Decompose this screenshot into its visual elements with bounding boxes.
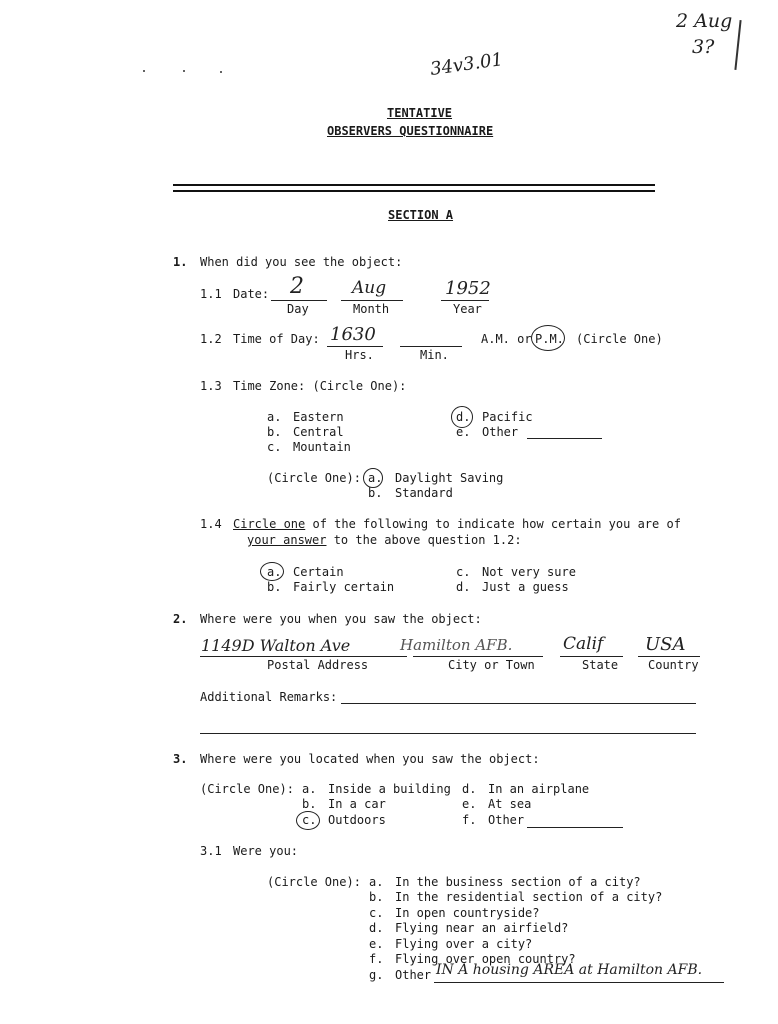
certain-circle-mark — [260, 562, 284, 581]
area-airfield[interactable]: Flying near an airfield? — [395, 921, 569, 935]
q3-1-number: 3.1 — [200, 844, 222, 858]
area-a-key: a. — [369, 875, 384, 889]
area-countryside[interactable]: In open countryside? — [395, 906, 540, 920]
tz-e-key: e. — [456, 425, 471, 439]
address-underline — [200, 656, 407, 657]
city-underline — [413, 656, 543, 657]
area-c-key: c. — [369, 906, 384, 920]
hrs-label: Hrs. — [345, 348, 374, 362]
area-other-underline — [434, 982, 724, 983]
dst-a-key: a. — [368, 471, 383, 485]
area-open-country[interactable]: Flying over open country? — [395, 952, 576, 966]
loc-other[interactable]: Other — [488, 813, 525, 827]
time-hrs-field[interactable]: 1630 — [330, 324, 376, 345]
min-label: Min. — [420, 348, 449, 362]
pm-circle-mark — [531, 325, 565, 351]
q2-text: Where were you when you saw the object: — [200, 612, 482, 626]
address-label: Postal Address — [267, 658, 369, 672]
loc-sea[interactable]: At sea — [488, 797, 532, 811]
q1-3-number: 1.3 — [200, 379, 222, 393]
area-residential[interactable]: In the residential section of a city? — [395, 890, 663, 904]
state-field[interactable]: Calif — [563, 634, 604, 654]
q3-1-label: Were you: — [233, 844, 299, 858]
cert-not-sure[interactable]: Not very sure — [482, 565, 576, 579]
area-d-key: d. — [369, 921, 384, 935]
area-b-key: b. — [369, 890, 384, 904]
tz-d-key: d. — [456, 410, 471, 424]
date-month-field[interactable]: Aug — [352, 278, 387, 298]
area-e-key: e. — [369, 937, 384, 951]
q3-circle-one: (Circle One): — [200, 782, 294, 796]
title-tentative: TENTATIVE — [387, 106, 453, 120]
q1-4-text-line1 — [233, 517, 681, 531]
speck — [220, 71, 222, 73]
loc-outdoors[interactable]: Outdoors — [328, 813, 386, 827]
q1-2-label: Time of Day: — [233, 332, 320, 346]
date-year-field[interactable]: 1952 — [445, 278, 491, 299]
dst-standard[interactable]: Standard — [395, 486, 453, 500]
remarks-label: Additional Remarks: — [200, 690, 338, 704]
q2-number: 2. — [173, 612, 188, 626]
annotation-reference: 34v3.01 — [428, 49, 505, 80]
q3-number: 3. — [173, 752, 188, 766]
state-underline — [560, 656, 623, 657]
outdoors-circle-mark — [296, 811, 320, 830]
date-day-field[interactable]: 2 — [290, 274, 304, 299]
your-answer-emphasis: your answer — [247, 533, 327, 547]
tz-c-key: c. — [267, 440, 282, 454]
speck — [183, 70, 185, 72]
loc-c-key: c. — [302, 813, 317, 827]
area-g-key: g. — [369, 968, 384, 982]
q1-4-rest2: to the above question 1.2: — [326, 533, 522, 547]
cert-d-key: d. — [456, 580, 471, 594]
city-label: City or Town — [448, 658, 535, 672]
rule-top — [173, 184, 655, 186]
loc-car[interactable]: In a car — [328, 797, 386, 811]
title-questionnaire: OBSERVERS QUESTIONNAIRE — [327, 124, 494, 138]
loc-e-key: e. — [462, 797, 477, 811]
tz-b-key: b. — [267, 425, 282, 439]
q1-4-text-line2 — [247, 533, 522, 547]
address-field[interactable]: 1149D Walton Ave — [201, 636, 351, 655]
q1-4-number: 1.4 — [200, 517, 222, 531]
q1-number: 1. — [173, 255, 188, 269]
cert-c-key: c. — [456, 565, 471, 579]
area-f-key: f. — [369, 952, 384, 966]
loc-a-key: a. — [302, 782, 317, 796]
tz-eastern[interactable]: Eastern — [293, 410, 344, 424]
tz-pacific[interactable]: Pacific — [482, 410, 533, 424]
annotation-date: 2 Aug — [676, 10, 733, 32]
q1-4-rest: of the following to indicate how certain you are of — [305, 517, 681, 531]
dst-circle-one: (Circle One): — [267, 471, 361, 485]
speck — [143, 70, 145, 72]
cert-b-key: b. — [267, 580, 282, 594]
tz-a-key: a. — [267, 410, 282, 424]
circle-one-note: (Circle One) — [576, 332, 663, 346]
year-underline — [441, 300, 489, 301]
loc-b-key: b. — [302, 797, 317, 811]
q1-2-number: 1.2 — [200, 332, 222, 346]
daylight-circle-mark — [363, 468, 383, 488]
annotation-stroke — [734, 20, 741, 70]
country-underline — [638, 656, 700, 657]
q1-3-label: Time Zone: (Circle One): — [233, 379, 407, 393]
annotation-question: 3? — [692, 36, 715, 58]
country-label: Country — [648, 658, 699, 672]
loc-airplane[interactable]: In an airplane — [488, 782, 590, 796]
cert-guess[interactable]: Just a guess — [482, 580, 569, 594]
q3-text: Where were you located when you saw the object: — [200, 752, 540, 766]
q1-1-number: 1.1 — [200, 287, 222, 301]
area-other-field[interactable]: IN A housing AREA at Hamilton AFB. — [436, 962, 703, 978]
pm-option[interactable]: P.M. — [535, 332, 564, 346]
country-field[interactable]: USA — [645, 634, 686, 655]
loc-d-key: d. — [462, 782, 477, 796]
cert-a-key: a. — [267, 565, 282, 579]
area-over-city[interactable]: Flying over a city? — [395, 937, 533, 951]
remarks-field-line1[interactable] — [341, 703, 696, 704]
tz-mountain[interactable]: Mountain — [293, 440, 351, 454]
city-field[interactable]: Hamilton AFB. — [400, 636, 513, 654]
tz-central[interactable]: Central — [293, 425, 344, 439]
min-underline — [400, 346, 462, 347]
hrs-underline — [327, 346, 383, 347]
loc-other-underline — [527, 827, 623, 828]
section-title: SECTION A — [388, 208, 454, 222]
q1-1-label: Date: — [233, 287, 270, 301]
area-other[interactable]: Other — [395, 968, 432, 982]
rule-bottom — [173, 190, 655, 192]
am-option[interactable]: A.M. or — [481, 332, 532, 346]
loc-f-key: f. — [462, 813, 477, 827]
month-underline — [341, 300, 403, 301]
circle-one-emphasis: Circle one — [233, 517, 306, 531]
tz-other[interactable]: Other — [482, 425, 519, 439]
state-label: State — [582, 658, 619, 672]
q3-1-circle-one: (Circle One): — [267, 875, 361, 889]
day-label: Day — [287, 302, 309, 316]
tz-other-underline — [527, 438, 602, 439]
area-business[interactable]: In the business section of a city? — [395, 875, 641, 889]
dst-b-key: b. — [368, 486, 383, 500]
day-underline — [271, 300, 327, 301]
cert-fairly[interactable]: Fairly certain — [293, 580, 395, 594]
loc-building[interactable]: Inside a building — [328, 782, 451, 796]
cert-certain[interactable]: Certain — [293, 565, 344, 579]
dst-daylight[interactable]: Daylight Saving — [395, 471, 504, 485]
q1-text: When did you see the object: — [200, 255, 403, 269]
month-label: Month — [353, 302, 390, 316]
year-label: Year — [453, 302, 482, 316]
remarks-field-line2[interactable] — [200, 733, 696, 734]
